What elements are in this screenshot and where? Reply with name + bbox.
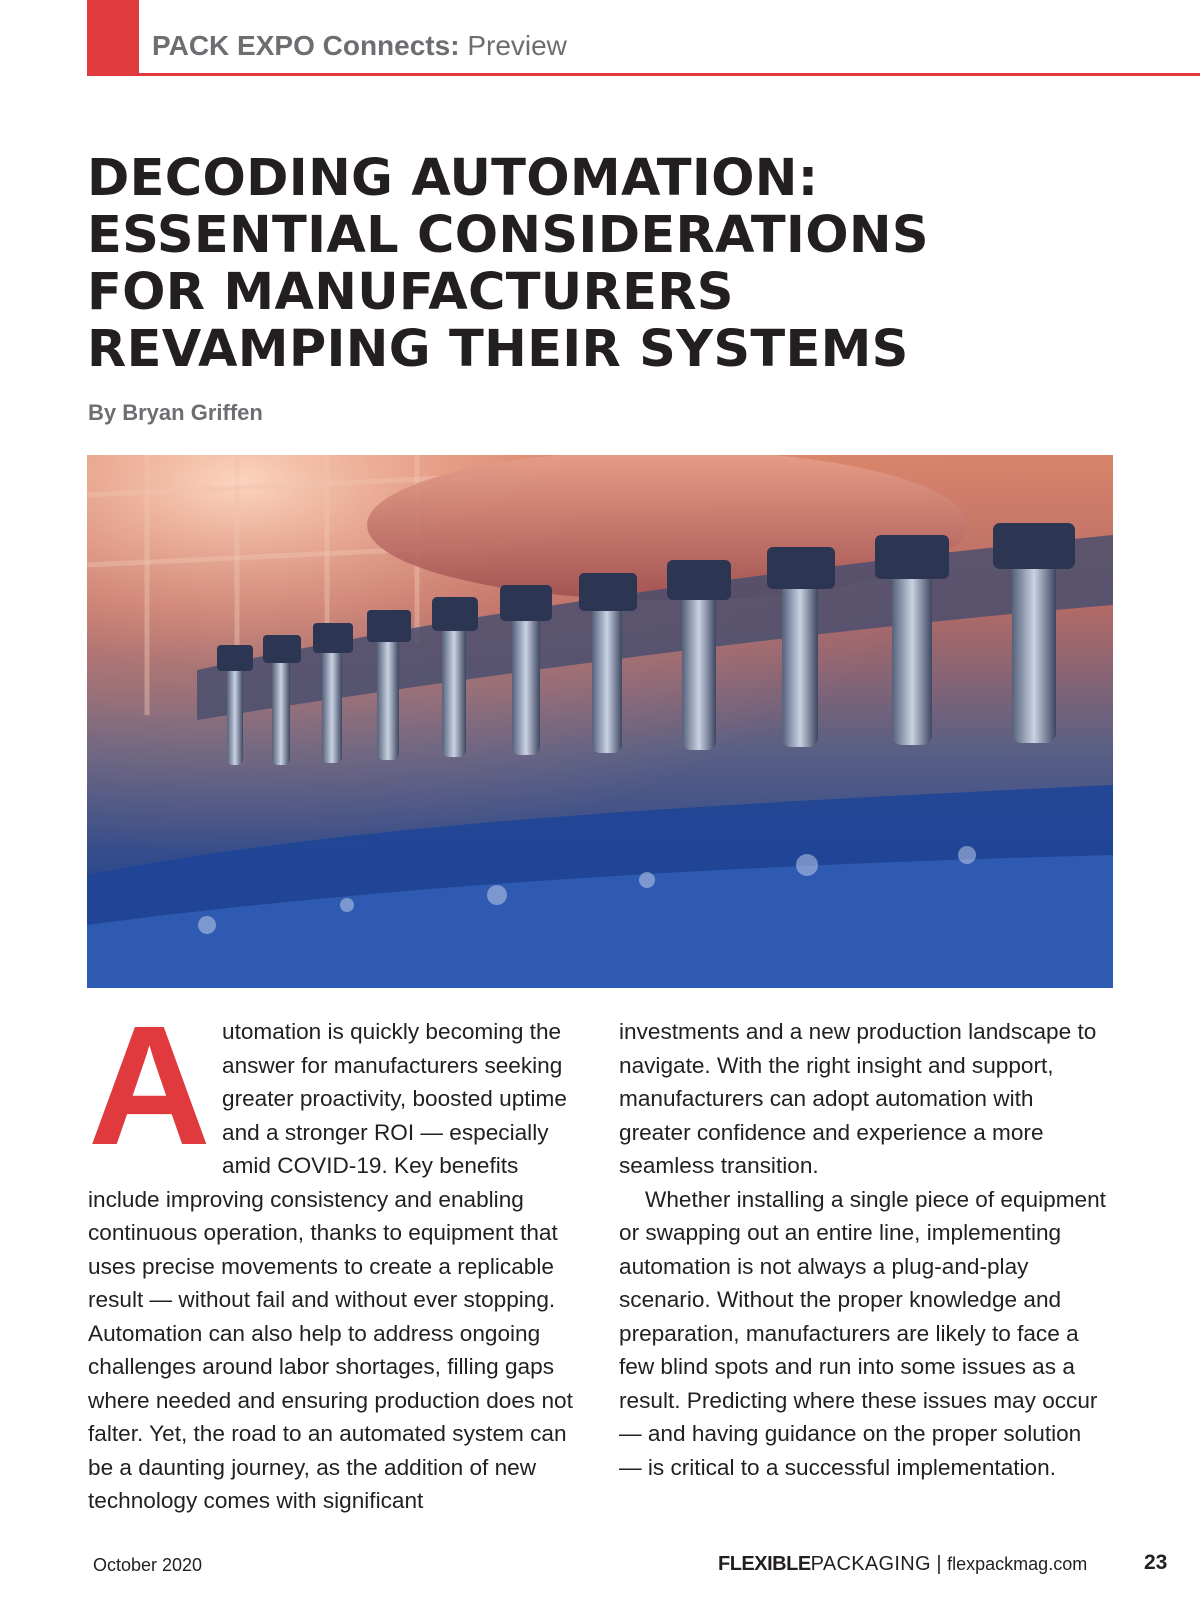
title-line: ESSENTIAL CONSIDERATIONS: [87, 206, 929, 265]
magazine-footer: [718, 1553, 1087, 1576]
article-column-left: [88, 991, 588, 1518]
machinery-illustration: [87, 455, 1113, 988]
byline: By Bryan Griffen: [88, 400, 263, 425]
article-column-right: [619, 1015, 1109, 1484]
section-color-bar: [87, 0, 139, 76]
section-rule: [87, 73, 1200, 76]
magazine-name-bold: FLEXIBLE: [718, 1553, 811, 1575]
title-line: DECODING AUTOMATION:: [87, 149, 819, 208]
section-subtitle: Preview: [467, 30, 567, 61]
magazine-url[interactable]: flexpackmag.com: [947, 1554, 1088, 1574]
body-paragraph: Whether installing a single piece of equipment or swapping out an entire line, implementing automation is not always a plug-and-play scenario. Without the proper knowledge and preparation, manufacturers are likely to face a few blind spots and run into some issues as a result. Predicting where these issues may occur — and having guidance on the proper solution — is critical to a successful implementation.: [619, 1186, 1106, 1480]
page-number: 23: [1144, 1551, 1168, 1574]
footer-separator: |: [936, 1553, 942, 1575]
issue-date: October 2020: [93, 1555, 203, 1575]
article-title: [87, 150, 1107, 378]
drop-cap: A: [88, 991, 211, 1181]
section-name: PACK EXPO Connects:: [152, 30, 460, 61]
body-paragraph: investments and a new production landscape to navigate. With the right insight and support, manufacturers can adopt automation with greater confidence and experience a more seamless transition.: [619, 1019, 1097, 1178]
magazine-name-light: PACKAGING: [810, 1553, 931, 1575]
title-line: REVAMPING THEIR SYSTEMS: [87, 320, 909, 379]
body-paragraph: utomation is quickly becoming the answer for manufacturers seeking greater proactivity, boosted uptime and a stronger ROI — especially amid COVID-19. Key benefits include improving consistency and enabling continuous operation, thanks to equipment that uses precise movements to create a replicable result — without fail and without ever stopping. Automation can also help to address ongoing challenges around labor shortages, filling gaps where needed and ensuring production does not falter. Yet, the road to an automated system can be a daunting journey, as the addition of new technology comes with significant: [88, 1019, 573, 1513]
section-header: [152, 30, 567, 62]
article-photo: [87, 455, 1113, 988]
title-line: FOR MANUFACTURERS: [87, 263, 734, 322]
